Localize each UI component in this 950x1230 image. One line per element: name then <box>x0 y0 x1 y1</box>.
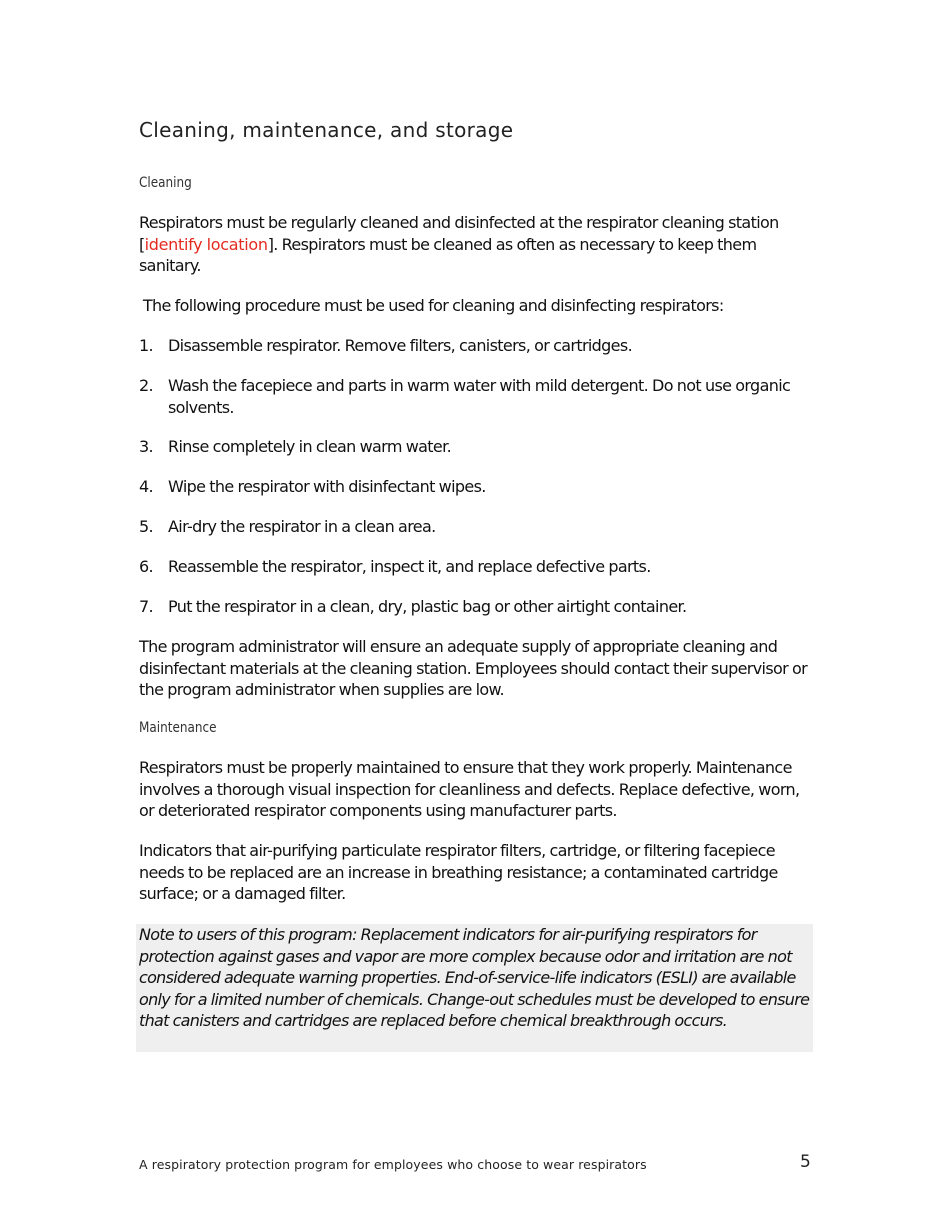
step-number: 3. <box>139 437 153 456</box>
section-heading: Cleaning, maintenance, and storage <box>139 118 514 142</box>
cleaning-intro-paragraph <box>139 212 813 277</box>
step-number: 1. <box>139 336 153 355</box>
supply-paragraph: The program administrator will ensure an adequate supply of appropriate cleaning and disinfectant materials at the cleaning station. Employees should contact their supervisor or the program administrator when supplies are low. <box>139 637 808 699</box>
step-number: 4. <box>139 477 153 496</box>
intro-text-before: Respirators must be regularly cleaned and disinfected at the respirator cleaning station [ <box>139 213 779 254</box>
location-placeholder: identify location <box>144 234 268 254</box>
step-text: Disassemble respirator. Remove filters, canisters, or cartridges. <box>168 336 633 355</box>
indicators-paragraph: Indicators that air-purifying particulate respirator filters, cartridge, or filtering facepiece needs to be replaced are an increase in breathing resistance; a contaminated cartridge surface; or a damaged filter. <box>139 841 778 903</box>
cleaning-subheading: Cleaning <box>139 175 192 191</box>
intro-text-after: ]. Respirators must be cleaned as often as necessary to keep them sanitary. <box>139 234 757 275</box>
footer-title: A respiratory protection program for employees who choose to wear respirators <box>139 1157 647 1172</box>
step-text: Reassemble the respirator, inspect it, and replace defective parts. <box>168 557 651 576</box>
step-number: 2. <box>139 376 153 395</box>
step-text: Put the respirator in a clean, dry, plastic bag or other airtight container. <box>168 597 687 616</box>
step-text: Air-dry the respirator in a clean area. <box>168 517 436 536</box>
step-text: Wash the facepiece and parts in warm water with mild detergent. Do not use organic solvents. <box>168 376 791 417</box>
step-number: 6. <box>139 557 153 576</box>
maintenance-paragraph: Respirators must be properly maintained to ensure that they work properly. Maintenance involves a thorough visual inspection for cleanliness and defects. Replace defective, worn, or deteriorated respirator components using manufacturer parts. <box>139 758 800 820</box>
step-number: 7. <box>139 597 153 616</box>
procedure-intro: The following procedure must be used for cleaning and disinfecting respirators: <box>139 296 724 315</box>
step-text: Rinse completely in clean warm water. <box>168 437 452 456</box>
step-text: Wipe the respirator with disinfectant wipes. <box>168 477 486 496</box>
step-number: 5. <box>139 517 153 536</box>
maintenance-subheading: Maintenance <box>139 720 217 736</box>
note-text: Note to users of this program: Replacement indicators for air-purifying respirators for protection against gases and vapor are more complex because odor and irritation are not considered adequate warning properties. End-of-service-life indicators (ESLI) are available only for a limited number of chemicals. Change-out schedules must be developed to ensure that canisters and cartridges are replaced before chemical breakthrough occurs. <box>139 925 810 1030</box>
page-number: 5 <box>800 1152 811 1172</box>
note-box <box>136 924 813 1052</box>
